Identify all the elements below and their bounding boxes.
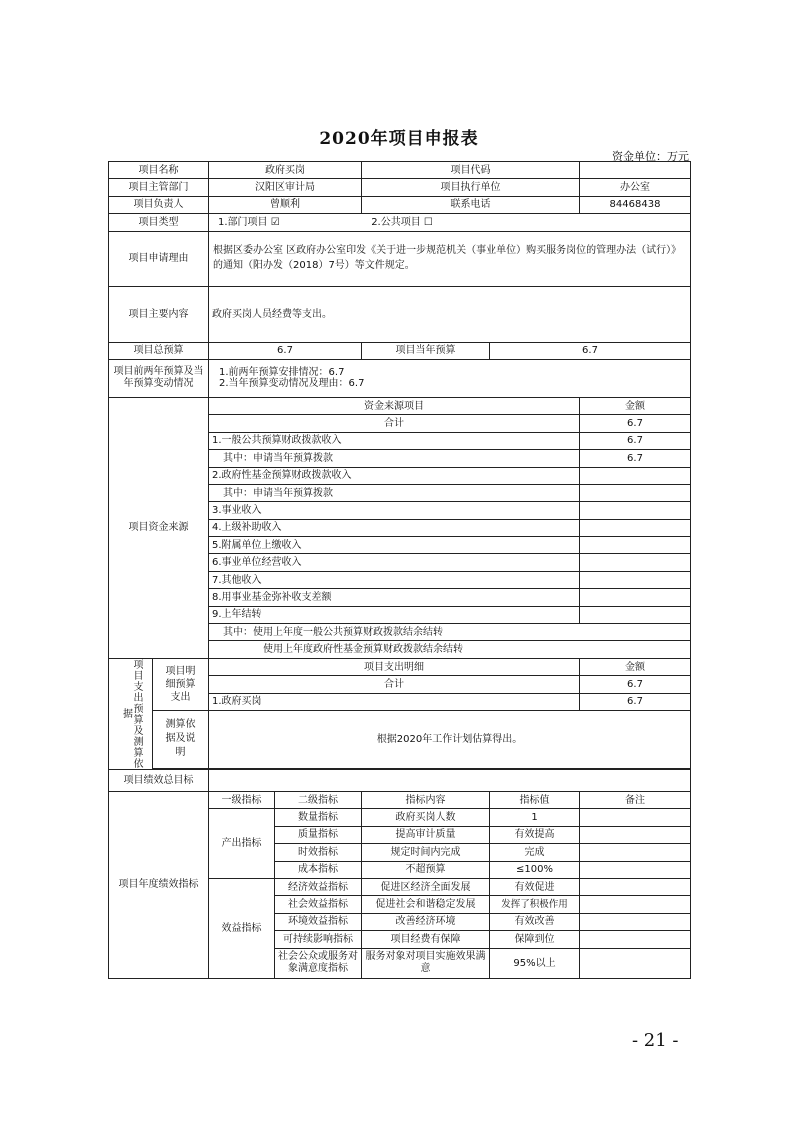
phone-value: 84468438 — [580, 196, 691, 213]
indicator-content: 不超预算 — [362, 861, 490, 878]
indicator-note — [580, 826, 691, 843]
funding-row-text: 9.上年结转 — [209, 606, 580, 623]
exec-label: 项目执行单位 — [362, 179, 580, 196]
indicator-head-level2: 二级指标 — [275, 791, 362, 808]
indicator-value: 有效提高 — [490, 826, 580, 843]
funding-row-text: 2.政府性基金预算财政拨款收入 — [209, 467, 580, 484]
indicator-content: 服务对象对项目实施效果满意 — [362, 948, 490, 978]
funding-row-text: 8.用事业基金弥补收支差额 — [209, 589, 580, 606]
indicator-level2: 社会效益指标 — [275, 896, 362, 913]
funding-row-text: 4.上级补助收入 — [209, 519, 580, 536]
funding-row-text: 合计 — [209, 415, 580, 432]
page-number: - 21 - — [632, 1030, 679, 1051]
funding-row-text: 其中：申请当年预算拨款 — [209, 484, 580, 501]
indicator-note — [580, 878, 691, 895]
expense-total-amount: 6.7 — [580, 676, 691, 693]
funding-row-amount: 6.7 — [580, 432, 691, 449]
indicator-level2: 社会公众或服务对象满意度指标 — [275, 948, 362, 978]
funding-row-amount — [580, 484, 691, 501]
indicator-value: 发挥了积极作用 — [490, 896, 580, 913]
indicator-content: 改善经济环境 — [362, 913, 490, 930]
funding-row-text: 5.附属单位上缴收入 — [209, 537, 580, 554]
indicator-content: 项目经费有保障 — [362, 931, 490, 948]
indicator-head-note: 备注 — [580, 791, 691, 808]
indicator-note — [580, 948, 691, 978]
year-budget-label: 项目当年预算 — [362, 342, 490, 359]
indicator-value: 1 — [490, 809, 580, 826]
funding-row-text: 3.事业收入 — [209, 502, 580, 519]
indicator-note — [580, 896, 691, 913]
indicator-level2: 数量指标 — [275, 809, 362, 826]
indicator-note — [580, 861, 691, 878]
indicator-note — [580, 809, 691, 826]
perf-goal-label: 项目绩效总目标 — [109, 769, 209, 791]
indicator-content: 政府买岗人数 — [362, 809, 490, 826]
output-indicator-label: 产出指标 — [209, 809, 275, 879]
funding-row-amount: 6.7 — [580, 415, 691, 432]
content-label: 项目主要内容 — [109, 286, 209, 342]
type-option-public: 2.公共项目 ☐ — [371, 216, 433, 228]
indicator-level2: 环境效益指标 — [275, 913, 362, 930]
funding-row-amount — [580, 606, 691, 623]
indicator-value: 有效改善 — [490, 913, 580, 930]
funding-row-text: 使用上年度政府性基金预算财政拨款结余结转 — [209, 641, 691, 658]
funding-row-text: 其中：使用上年度一般公共预算财政拨款结余结转 — [209, 624, 691, 641]
code-value — [580, 162, 691, 179]
indicator-level2: 经济效益指标 — [275, 878, 362, 895]
dept-value: 汉阳区审计局 — [209, 179, 362, 196]
indicator-label: 项目年度绩效指标 — [109, 791, 209, 978]
funding-head-amount: 金额 — [580, 397, 691, 414]
indicator-level2: 可持续影响指标 — [275, 931, 362, 948]
indicator-note — [580, 913, 691, 930]
content-value: 政府买岗人员经费等支出。 — [209, 286, 691, 342]
perf-goal-value — [209, 769, 691, 791]
indicator-value: 有效促进 — [490, 878, 580, 895]
name-value: 政府买岗 — [209, 162, 362, 179]
funding-row-text: 其中：申请当年预算拨款 — [209, 450, 580, 467]
funding-row-amount — [580, 502, 691, 519]
unit-label: 资金单位：万元 — [612, 150, 689, 163]
expense-label: 项目支出预算及测算依据 — [109, 658, 153, 769]
type-option-dept: 1.部门项目 ☑ — [218, 216, 280, 228]
funding-row-amount — [580, 554, 691, 571]
code-label: 项目代码 — [362, 162, 580, 179]
funding-row-amount — [580, 589, 691, 606]
indicator-level2: 质量指标 — [275, 826, 362, 843]
basis-value: 根据2020年工作计划估算得出。 — [209, 710, 691, 768]
indicator-value: 完成 — [490, 844, 580, 861]
funding-row-text: 7.其他收入 — [209, 571, 580, 588]
total-budget-value: 6.7 — [209, 342, 362, 359]
name-label: 项目名称 — [109, 162, 209, 179]
funding-row-amount: 6.7 — [580, 450, 691, 467]
funding-row-amount — [580, 571, 691, 588]
indicator-note — [580, 844, 691, 861]
year-budget-value: 6.7 — [490, 342, 691, 359]
change-line-1: 1.前两年预算安排情况：6.7 — [219, 367, 345, 379]
funding-row-text: 1.一般公共预算财政拨款收入 — [209, 432, 580, 449]
funding-row-text: 6.事业单位经营收入 — [209, 554, 580, 571]
expense-detail-label: 项目明细预算支出 — [153, 658, 209, 710]
indicator-level2: 时效指标 — [275, 844, 362, 861]
owner-value: 曾顺利 — [209, 196, 362, 213]
exec-value: 办公室 — [580, 179, 691, 196]
phone-label: 联系电话 — [362, 196, 580, 213]
reason-value: 根据区委办公室 区政府办公室印发《关于进一步规范机关（事业单位）购买服务岗位的管理办法（试行）》的通知（阳办发（2018）7号）等文件规定。 — [209, 231, 691, 286]
funding-label: 项目资金来源 — [109, 397, 209, 658]
indicator-content: 促进区经济全面发展 — [362, 878, 490, 895]
dept-label: 项目主管部门 — [109, 179, 209, 196]
basis-label: 测算依据及说明 — [153, 710, 209, 768]
indicator-head-content: 指标内容 — [362, 791, 490, 808]
reason-label: 项目申请理由 — [109, 231, 209, 286]
funding-head-item: 资金来源项目 — [209, 397, 580, 414]
expense-item-label: 1.政府买岗 — [209, 693, 580, 710]
expense-head-item: 项目支出明细 — [209, 658, 580, 675]
expense-total-label: 合计 — [209, 676, 580, 693]
type-options — [209, 214, 691, 231]
indicator-level2: 成本指标 — [275, 861, 362, 878]
owner-label: 项目负责人 — [109, 196, 209, 213]
indicator-note — [580, 931, 691, 948]
indicator-content: 规定时间内完成 — [362, 844, 490, 861]
application-table — [108, 161, 691, 979]
type-label: 项目类型 — [109, 214, 209, 231]
expense-item-amount: 6.7 — [580, 693, 691, 710]
change-label: 项目前两年预算及当年预算变动情况 — [109, 359, 209, 397]
change-line-2: 2.当年预算变动情况及理由：6.7 — [219, 378, 365, 390]
change-value — [209, 359, 691, 397]
indicator-value: 95%以上 — [490, 948, 580, 978]
indicator-value: ≤100% — [490, 861, 580, 878]
indicator-head-value: 指标值 — [490, 791, 580, 808]
total-budget-label: 项目总预算 — [109, 342, 209, 359]
page-title: 2020年项目申报表 — [319, 129, 479, 149]
funding-row-amount — [580, 519, 691, 536]
indicator-content: 提高审计质量 — [362, 826, 490, 843]
funding-row-amount — [580, 467, 691, 484]
benefit-indicator-label: 效益指标 — [209, 878, 275, 978]
funding-row-amount — [580, 537, 691, 554]
indicator-value: 保障到位 — [490, 931, 580, 948]
indicator-head-level1: 一级指标 — [209, 791, 275, 808]
indicator-content: 促进社会和谐稳定发展 — [362, 896, 490, 913]
expense-head-amount: 金额 — [580, 658, 691, 675]
